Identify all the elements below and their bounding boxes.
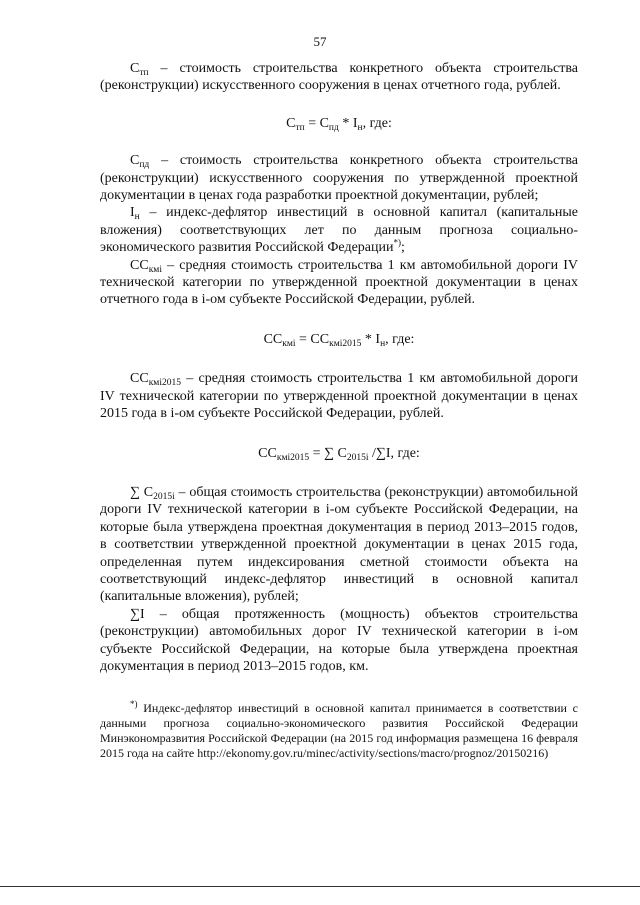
definition-cckmi2015: $СС_{кмi2015}$ – средняя стоимость строительства 1 км автомобильной дороги IV технической категории по утвержденной проектной документации в ценах 2015 года в i-ом субъекте Российской Федерации, рублей. [100,371,578,422]
definition-sum-c2015: ∑ $С_{2015i}$ – общая стоимость строительства (реконструкции) автомобильной дороги IV технической категории в i-ом субъекте Российской Федерации, на которые была утверждена проектная документация в период 2013–2015 годов, в соответствии утвержденной проектной документации в ценах 2015 года, определенная путем индексирования сметной стоимости объекта на соответствующий индекс-дефлятор инвестиций в основной капитал (капитальные вложения), рублей; [100,484,579,605]
page-content [100,60,578,761]
footnote-reference: *) [393,237,401,248]
formula-cckmi2015: $СС_{кмi2015}$ = ∑ $С_{2015i}$ /∑I, где: [258,445,420,463]
footnote-mark: *) [130,699,138,710]
definition-sum-i: ∑I – общая протяженность (мощность) объектов строительства (реконструкции) автомобильных дорог IV технической категории в i-ом субъекте Российской Федерации, на которые была утверждена проектная документация в период 2013–2015 годов, км. [100,606,578,674]
formula-cckmi: $СС_{кмi} = СС_{кмi2015} * I_н$, где: [263,331,415,349]
definition-cckmi: $СС_{кмi}$ – средняя стоимость строительства 1 км автомобильной дороги IV технической категории по утвержденной проектной документации в ценах отчетного года в i-ом субъекте Российской Федерации, рублей. [100,257,578,308]
page-bottom-border [0,886,640,887]
formula-ctp: $С_{тп} = С_{пд} * I_н$, где: [286,115,392,133]
definition-in: $I_н$ – индекс-дефлятор инвестиций в основной капитал (капитальные вложения) соответствующих лет по данным прогноза социально-экономического развития Российской Федерации*); [100,205,578,256]
footnote: *) Индекс-дефлятор инвестиций в основной капитал принимается в соответствии с данными прогноза социально-экономического развития Российской Федерации Минэкономразвития Российской Федерации (на 2015 год информация размещена 16 февраля 2015 года на сайте http://ekonomy.gov.ru/minec/activity/sections/macro/prognoz/20150216) [100,699,578,761]
definition-ctp: $С_{тп}$ – стоимость строительства конкретного объекта строительства (реконструкции) искусственного сооружения в ценах отчетного года, рублей. [100,61,578,94]
definition-cpd: $С_{пд}$ – стоимость строительства конкретного объекта строительства (реконструкции) искусственного сооружения по утвержденной проектной документации в ценах года разработки проектной документации, рублей; [100,153,578,204]
page-number: 57 [313,34,327,49]
